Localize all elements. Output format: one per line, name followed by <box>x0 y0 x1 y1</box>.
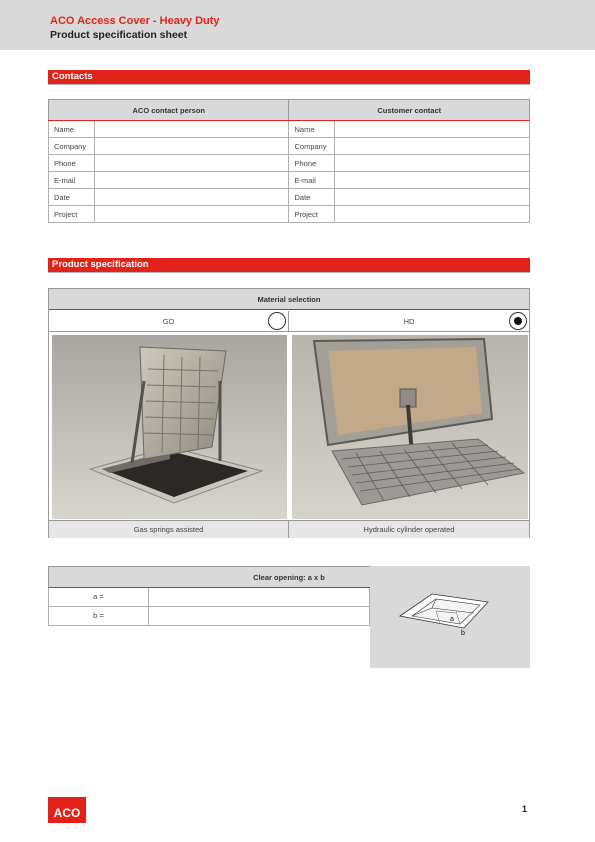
option-gd-radio[interactable] <box>268 312 286 330</box>
aco-project-label: Project <box>49 206 95 223</box>
customer-date-label: Date <box>289 189 335 206</box>
table-row <box>49 138 530 155</box>
customer-project-field[interactable] <box>335 206 530 223</box>
clear-opening-heading: Clear opening: a x b <box>48 566 530 588</box>
product-section-title: Product specification <box>52 259 149 270</box>
clear-opening-row-a <box>48 588 370 607</box>
customer-email-label: E-mail <box>289 172 335 189</box>
customer-phone-field[interactable] <box>335 155 530 172</box>
contacts-table <box>48 99 530 223</box>
hd-caption: Hydraulic cylinder operated <box>289 520 529 538</box>
table-row <box>49 189 530 206</box>
diagram-label-b: b <box>461 630 465 637</box>
document-subtitle: Product specification sheet <box>50 29 188 41</box>
customer-email-field[interactable] <box>335 172 530 189</box>
clear-opening-row-b <box>48 607 370 626</box>
customer-company-field[interactable] <box>335 138 530 155</box>
document-title: ACO Access Cover - Heavy Duty <box>50 15 220 27</box>
dimension-b-label: b = <box>49 607 149 625</box>
page-header <box>0 0 595 50</box>
table-row <box>49 172 530 189</box>
diagram-label-a: a <box>450 616 454 623</box>
contacts-section-bar <box>48 70 530 85</box>
aco-company-label: Company <box>49 138 95 155</box>
customer-name-label: Name <box>289 121 335 138</box>
logo-text: ACO <box>53 806 81 820</box>
aco-logo <box>48 797 86 823</box>
aco-phone-field[interactable] <box>94 155 289 172</box>
page-number: 1 <box>522 804 528 814</box>
gd-caption: Gas springs assisted <box>49 520 289 538</box>
aco-name-field[interactable] <box>94 121 289 138</box>
table-row <box>49 121 530 138</box>
option-hd-radio[interactable] <box>509 312 527 330</box>
gas-spring-cover-photo <box>52 335 287 519</box>
aco-name-label: Name <box>49 121 95 138</box>
aco-contact-header: ACO contact person <box>49 100 289 121</box>
dimension-a-label: a = <box>49 588 149 606</box>
table-row <box>49 206 530 223</box>
option-gd[interactable] <box>49 311 289 332</box>
aco-phone-label: Phone <box>49 155 95 172</box>
product-section-bar <box>48 258 530 273</box>
customer-name-field[interactable] <box>335 121 530 138</box>
table-row <box>49 155 530 172</box>
contacts-section-title: Contacts <box>52 71 93 82</box>
customer-company-label: Company <box>289 138 335 155</box>
material-selection-box <box>48 288 530 538</box>
aco-email-label: E-mail <box>49 172 95 189</box>
aco-date-field[interactable] <box>94 189 289 206</box>
aco-date-label: Date <box>49 189 95 206</box>
material-selection-heading: Material selection <box>49 289 529 310</box>
customer-project-label: Project <box>289 206 335 223</box>
option-hd-label: HD <box>403 317 415 326</box>
hydraulic-cover-photo <box>292 335 528 519</box>
customer-contact-header: Customer contact <box>289 100 530 121</box>
aco-email-field[interactable] <box>94 172 289 189</box>
aco-project-field[interactable] <box>94 206 289 223</box>
customer-date-field[interactable] <box>335 189 530 206</box>
aco-company-field[interactable] <box>94 138 289 155</box>
customer-phone-label: Phone <box>289 155 335 172</box>
option-gd-label: GD <box>162 317 175 326</box>
clear-opening-diagram <box>370 566 530 668</box>
option-hd[interactable] <box>289 311 529 332</box>
